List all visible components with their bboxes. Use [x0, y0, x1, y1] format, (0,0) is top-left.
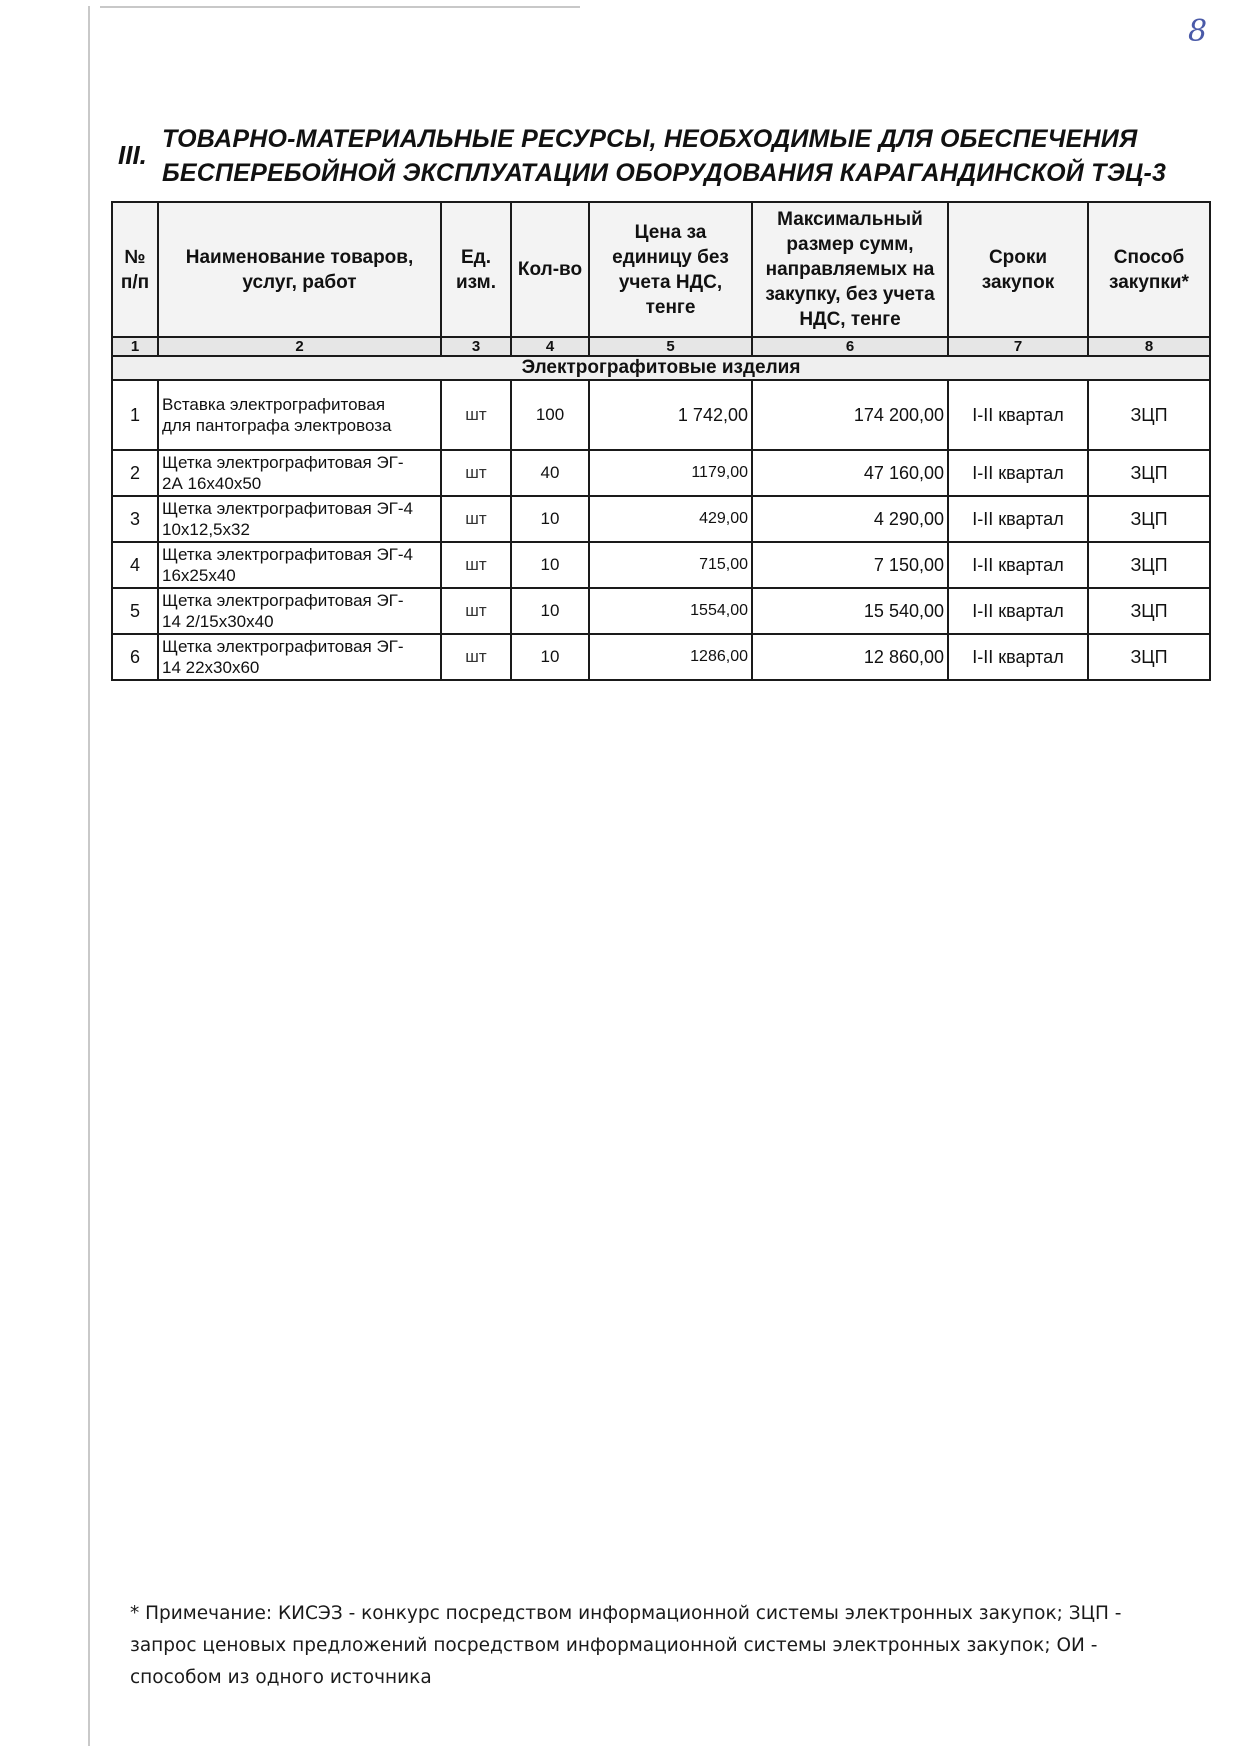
resources-table: [111, 201, 1211, 681]
row-qty: 10: [511, 634, 589, 680]
row-unit: шт: [441, 634, 511, 680]
table-header-row: [112, 202, 1210, 337]
header-price: Цена за единицу без учета НДС, тенге: [589, 202, 752, 337]
row-unit: шт: [441, 496, 511, 542]
scan-edge-left: [88, 6, 90, 1746]
row-qty: 10: [511, 588, 589, 634]
row-price: 1554,00: [589, 588, 752, 634]
row-name-line-1: Щетка электрографитовая ЭГ-: [162, 637, 404, 656]
row-no: 2: [112, 450, 158, 496]
row-term: I-II квартал: [948, 542, 1088, 588]
row-no: 3: [112, 496, 158, 542]
row-price: 1286,00: [589, 634, 752, 680]
row-sum: 174 200,00: [752, 380, 948, 450]
row-term: I-II квартал: [948, 450, 1088, 496]
heading-line-1: ТОВАРНО-МАТЕРИАЛЬНЫЕ РЕСУРСЫ, НЕОБХОДИМЫЕ ДЛЯ ОБЕСПЕЧЕНИЯ: [162, 125, 1138, 153]
header-qty: Кол-во: [511, 202, 589, 337]
table-row: [112, 380, 1210, 450]
row-no: 4: [112, 542, 158, 588]
handwritten-page-number: 8: [1188, 14, 1208, 49]
row-term: I-II квартал: [948, 496, 1088, 542]
row-name-line-2: 2А 16х40х50: [162, 474, 262, 493]
row-qty: 40: [511, 450, 589, 496]
row-unit: шт: [441, 542, 511, 588]
row-no: 6: [112, 634, 158, 680]
row-sum: 12 860,00: [752, 634, 948, 680]
table-row: [112, 634, 1210, 680]
column-number: 5: [589, 337, 752, 356]
row-term: I-II квартал: [948, 380, 1088, 450]
group-row: [112, 356, 1210, 380]
row-term: I-II квартал: [948, 588, 1088, 634]
row-name: [158, 496, 441, 542]
row-unit: шт: [441, 450, 511, 496]
row-name-line-2: 14 2/15х30х40: [162, 612, 274, 631]
header-unit: Ед. изм.: [441, 202, 511, 337]
row-method: ЗЦП: [1088, 496, 1210, 542]
row-price: 429,00: [589, 496, 752, 542]
row-name: [158, 450, 441, 496]
section-number: III.: [118, 140, 147, 170]
row-method: ЗЦП: [1088, 450, 1210, 496]
column-number: 7: [948, 337, 1088, 356]
row-sum: 15 540,00: [752, 588, 948, 634]
column-number: 1: [112, 337, 158, 356]
row-method: ЗЦП: [1088, 634, 1210, 680]
table-row: [112, 542, 1210, 588]
row-method: ЗЦП: [1088, 588, 1210, 634]
row-qty: 10: [511, 542, 589, 588]
row-name-line-1: Щетка электрографитовая ЭГ-: [162, 453, 404, 472]
group-title: Электрографитовые изделия: [112, 356, 1210, 380]
table-row: [112, 450, 1210, 496]
section-heading: [162, 122, 1192, 190]
row-name-line-2: 14 22х30х60: [162, 658, 260, 677]
column-number: 8: [1088, 337, 1210, 356]
row-method: ЗЦП: [1088, 542, 1210, 588]
header-name: Наименование товаров, услуг, работ: [158, 202, 441, 337]
heading-line-2: БЕСПЕРЕБОЙНОЙ ЭКСПЛУАТАЦИИ ОБОРУДОВАНИЯ КАРАГАНДИНСКОЙ ТЭЦ-3: [162, 159, 1167, 187]
footnote-line-2: запрос ценовых предложений посредством информационной системы электронных закупок; ОИ -: [130, 1635, 1098, 1656]
header-no: № п/п: [112, 202, 158, 337]
column-number-row: [112, 337, 1210, 356]
row-name: [158, 634, 441, 680]
row-name: [158, 380, 441, 450]
row-qty: 10: [511, 496, 589, 542]
row-price: 715,00: [589, 542, 752, 588]
row-no: 5: [112, 588, 158, 634]
row-no: 1: [112, 380, 158, 450]
row-price: 1179,00: [589, 450, 752, 496]
column-number: 6: [752, 337, 948, 356]
row-sum: 4 290,00: [752, 496, 948, 542]
column-number: 3: [441, 337, 511, 356]
footnote: [130, 1598, 1140, 1694]
header-term: Сроки закупок: [948, 202, 1088, 337]
row-name-line-2: 10х12,5х32: [162, 520, 250, 539]
row-price: 1 742,00: [589, 380, 752, 450]
row-name-line-1: Вставка электрографитовая: [162, 395, 386, 414]
row-name: [158, 588, 441, 634]
row-qty: 100: [511, 380, 589, 450]
row-term: I-II квартал: [948, 634, 1088, 680]
header-method: Способ закупки*: [1088, 202, 1210, 337]
table-row: [112, 588, 1210, 634]
row-unit: шт: [441, 380, 511, 450]
row-unit: шт: [441, 588, 511, 634]
row-name-line-1: Щетка электрографитовая ЭГ-: [162, 591, 404, 610]
header-max-sum: Максимальный размер сумм, направляемых на закупку, без учета НДС, тенге: [752, 202, 948, 337]
row-name: [158, 542, 441, 588]
row-sum: 47 160,00: [752, 450, 948, 496]
footnote-line-3: способом из одного источника: [130, 1667, 432, 1688]
row-sum: 7 150,00: [752, 542, 948, 588]
row-name-line-1: Щетка электрографитовая ЭГ-4: [162, 545, 414, 564]
column-number: 4: [511, 337, 589, 356]
row-name-line-2: для пантографа электровоза: [162, 416, 392, 435]
row-name-line-2: 16х25х40: [162, 566, 236, 585]
footnote-line-1: * Примечание: КИСЭЗ - конкурс посредством информационной системы электронных закупок; ЗЦП -: [130, 1603, 1122, 1624]
column-number: 2: [158, 337, 441, 356]
row-name-line-1: Щетка электрографитовая ЭГ-4: [162, 499, 414, 518]
table-row: [112, 496, 1210, 542]
row-method: ЗЦП: [1088, 380, 1210, 450]
scan-edge-top: [100, 6, 580, 8]
